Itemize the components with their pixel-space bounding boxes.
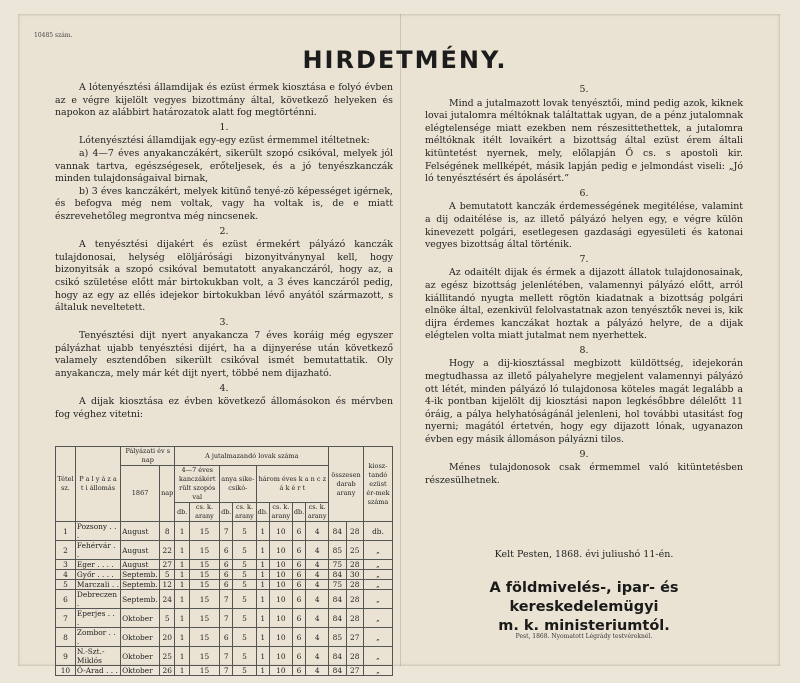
intro-paragraph: A lótenyésztési államdijak és ezüst érmek kiosztása e folyó évben az e végre kijelölt vegyes bizottmány által, következő helyeken és napokon az alábbirt határozatok alatt fog megtörténni. bbox=[55, 82, 393, 119]
table-cell: „ bbox=[363, 570, 392, 580]
table-cell: 6 bbox=[292, 522, 305, 541]
table-cell: 4 bbox=[306, 522, 329, 541]
table-cell: Debreczen . bbox=[75, 590, 120, 609]
table-cell: 25 bbox=[160, 647, 175, 666]
table-cell: 1 bbox=[256, 570, 269, 580]
table-cell: 27 bbox=[160, 560, 175, 570]
table-cell: 15 bbox=[189, 522, 219, 541]
col-header-station: P a l y á z a t i állomás bbox=[75, 447, 120, 522]
table-cell: 6 bbox=[292, 570, 305, 580]
table-cell: 20 bbox=[160, 628, 175, 647]
section-number: 9. bbox=[579, 448, 589, 460]
table-cell: 5 bbox=[233, 609, 256, 628]
table-cell: 1 bbox=[175, 560, 189, 570]
table-cell: Septemb. bbox=[122, 580, 158, 589]
table-cell: 6 bbox=[292, 609, 305, 628]
table-cell: 1 bbox=[175, 570, 189, 580]
table-row bbox=[56, 560, 393, 570]
section-4: A dijak kiosztása ez évben következő állomásokon és mérvben fog véghez vitetni: bbox=[55, 396, 393, 420]
table-cell: 1 bbox=[175, 609, 189, 628]
table-cell: 1 bbox=[256, 666, 269, 676]
table-cell: Oktober bbox=[121, 628, 160, 647]
table-cell: 15 bbox=[189, 647, 219, 666]
table-cell: 4 bbox=[306, 628, 329, 647]
section-1-b: b) 3 éves kanczákért, melyek kitünő tenyé-zö képességet igérnek, és befogva még nem voltak, vagy ha voltak is, de e miatt észrevehetőleg megrontva még nincsenek. bbox=[55, 185, 393, 222]
table-cell: 28 bbox=[346, 522, 363, 541]
table-cell: 5 bbox=[233, 570, 256, 580]
table-cell: 5 bbox=[233, 647, 256, 666]
sub-header-db: db. bbox=[292, 503, 305, 522]
table-cell: 6 bbox=[56, 590, 76, 609]
table-cell: 7 bbox=[220, 666, 233, 676]
table-row bbox=[56, 522, 393, 541]
table-cell: 1 bbox=[256, 522, 269, 541]
table-cell: 84 bbox=[329, 522, 346, 541]
table-cell: Oktober bbox=[121, 666, 160, 676]
table-cell: Győr . . . . bbox=[75, 570, 120, 580]
table-cell: 1 bbox=[256, 590, 269, 609]
table-cell: db. bbox=[363, 522, 392, 541]
table-cell: August bbox=[121, 541, 160, 560]
table-cell: 84 bbox=[329, 666, 346, 676]
table-cell: 85 bbox=[329, 541, 346, 560]
table-cell: 1 bbox=[256, 541, 269, 560]
issuer-line-2: m. k. ministeriumtól. bbox=[498, 618, 670, 634]
sub-header-db: db. bbox=[256, 503, 269, 522]
sub-header-db: db. bbox=[220, 503, 233, 522]
table-row bbox=[56, 666, 393, 676]
sub-header-db: db. bbox=[175, 503, 189, 522]
table-cell: 6 bbox=[292, 647, 305, 666]
section-number: 5. bbox=[579, 84, 589, 95]
table-cell: 25 bbox=[346, 541, 363, 560]
table-cell: 10 bbox=[269, 580, 292, 590]
table-row bbox=[56, 609, 393, 628]
table-cell: 15 bbox=[189, 570, 219, 580]
table-cell: 15 bbox=[189, 666, 219, 676]
table-cell: 27 bbox=[346, 628, 363, 647]
table-cell: Septemb. bbox=[121, 590, 160, 609]
table-row bbox=[56, 590, 393, 609]
section-8: Hogy a dij-kiosztással megbizott küldöttség, idejekorán megtudhassa az illető pályahelyre megjelent valamennyi pályázó ott létét, minden pályázó ló tulajdonosa köteles magát legalább a 4-ik pontban kijelölt dij kiosztási napon legkésőbbre délelőtt 11 óráig, a pálya helyhatóságánál jelenleni, hol további utasitást fog nyerni; magától értetvén, hogy egy dijazott lónak, ugyanazon évben egy másik állomáson pályázni tilos. bbox=[425, 358, 743, 446]
table-row bbox=[56, 541, 393, 560]
table-cell: Pozsony . . . bbox=[75, 522, 120, 541]
table-cell: „ bbox=[363, 609, 392, 628]
table-cell: „ bbox=[363, 590, 392, 609]
table-cell: 6 bbox=[220, 580, 233, 590]
table-cell: 5 bbox=[233, 541, 256, 560]
table-row bbox=[56, 647, 393, 666]
table-cell: 24 bbox=[160, 590, 175, 609]
table-cell: 26 bbox=[160, 666, 175, 676]
table-cell: August bbox=[121, 560, 160, 570]
table-cell: 15 bbox=[189, 560, 219, 570]
table-cell: 8 bbox=[56, 628, 76, 647]
table-cell: 10 bbox=[269, 541, 292, 560]
sub-header-gold: cs. k. arany bbox=[269, 503, 292, 522]
table-cell: 1 bbox=[256, 609, 269, 628]
table-cell: 5 bbox=[160, 609, 175, 628]
table-cell: 4 bbox=[306, 580, 329, 590]
table-cell: Oktober bbox=[121, 609, 160, 628]
section-number: 7. bbox=[579, 253, 589, 265]
table-cell: Zombor . . . bbox=[75, 628, 120, 647]
table-cell: Fehérvár . . bbox=[75, 541, 120, 560]
section-1-lead: Lótenyésztési államdijak egy-egy ezüst érmemmel itéltetnek: bbox=[79, 135, 370, 147]
table-cell: 10 bbox=[269, 560, 292, 570]
section-number: 8. bbox=[579, 344, 589, 356]
page-title: HIRDETMÉNY. bbox=[302, 46, 508, 74]
table-cell: 1 bbox=[256, 628, 269, 647]
section-5: Mind a jutalmazott lovak tenyésztői, mind pedig azok, kiknek lovai jutalomra méltóknak találtattak ugyan, de a pénz jutalomnak elégtelensége miatt ezekben nem részesittethettek, a jutalomra méltóknak itélt lovaikért a bizottság által ezüst érem általi kitüntetést nyernek, mely, előlapján Ő cs. s apostoli kir. Felségének mellképét, másik lapján pedig e jelmondást viseli: „Jó ló tenyésztésért és ápolásért.” bbox=[425, 97, 743, 185]
section-number: 2. bbox=[219, 225, 229, 237]
table-cell: 10 bbox=[269, 570, 292, 580]
col-header-total: összesen darab arany bbox=[329, 447, 364, 522]
section-1-a: a) 4—7 éves anyakanczákért, sikerült szopó csikóval, melyek jól vannak tartva, egészségesek, erőteljesek, és a jó tenyészkanczák minden tulajdonságaival birnak, bbox=[55, 147, 393, 185]
table-cell: 5 bbox=[233, 628, 256, 647]
table-cell: 28 bbox=[346, 580, 363, 590]
table-cell: 5 bbox=[233, 590, 256, 609]
table-cell: 4 bbox=[56, 570, 76, 580]
table-cell: 4 bbox=[306, 666, 329, 676]
table-cell: 5 bbox=[233, 560, 256, 570]
table-cell: 15 bbox=[189, 541, 219, 560]
col-header-number: Tétel sz. bbox=[56, 447, 76, 522]
section-number: 1. bbox=[219, 121, 229, 133]
table-cell: 15 bbox=[189, 590, 219, 609]
table-cell: 15 bbox=[189, 580, 219, 590]
issue-date: Kelt Pesten, 1868. évi juliushó 11-én. bbox=[494, 549, 674, 560]
fold-line bbox=[400, 14, 401, 666]
table-cell: Eperjes . . . bbox=[75, 609, 120, 628]
table-cell: 84 bbox=[329, 647, 346, 666]
table-cell: 1 bbox=[256, 580, 269, 590]
table-cell: 10 bbox=[269, 522, 292, 541]
section-9: Ménes tulajdonosok csak érmemmel való kitüntetésben részesülhetnek. bbox=[425, 462, 743, 486]
table-cell: „ bbox=[363, 666, 392, 676]
table-cell: 27 bbox=[346, 666, 363, 676]
table-cell: 22 bbox=[160, 541, 175, 560]
table-cell: 6 bbox=[292, 580, 305, 590]
section-2: A tenyésztési dijakért és ezüst érmekért pályázó kanczák tulajdonosai, helység elöljárósági bizonyitványnyal kell, hogy bizonyitsák a szopó csikóval bemutatott anyakanczáról, hogy az, a csikó születése előtt már birtokukban volt, a 3 éves kanczáról pedig, hogy az egy az ellés idejekor birtokukban lévő anyától származott, s általuk neveltetett. bbox=[55, 239, 393, 314]
prize-table bbox=[55, 446, 393, 676]
section-number: 4. bbox=[219, 382, 229, 394]
col-header-day: nap bbox=[160, 466, 175, 522]
table-cell: 7 bbox=[220, 609, 233, 628]
table-cell: Marczali . . bbox=[76, 580, 119, 589]
table-cell: 10 bbox=[56, 666, 76, 676]
table-cell: 15 bbox=[189, 628, 219, 647]
table-cell: 2 bbox=[56, 541, 76, 560]
section-3: Tenyésztési dijt nyert anyakancza 7 éves koráig még egyszer pályázhat ujabb tenyésztési dijért, ha a dijnyerése után következő valamely esztendőben sikerült csikóval ismét bemutattatik. Oly anyakancza, mely már két dijt nyert, többé nem dijazható. bbox=[55, 330, 393, 380]
table-cell: 5 bbox=[56, 580, 76, 590]
table-cell: 15 bbox=[189, 609, 219, 628]
printer-note: Pest, 1868. Nyomatott Légrády testvéreknél. bbox=[515, 633, 653, 640]
sub-header-gold: cs. k. arany bbox=[189, 503, 219, 522]
table-row bbox=[56, 580, 393, 590]
left-column bbox=[55, 82, 393, 421]
table-cell: 7 bbox=[220, 647, 233, 666]
table-cell: 5 bbox=[233, 666, 256, 676]
table-cell: 6 bbox=[220, 628, 233, 647]
section-7: Az odaitélt dijak és érmek a dijazott állatok tulajdonosainak, az egész bizottság jelenlétében, valamennyi pályázó előtt, arról kiállitandó nyugta mellett rögtön kiadatnak a bizottság polgári elnöke által, ezenkivül felolvastatnak azon tenyésztők nevei is, kik dijra érdemes kanczákat hoztak a pályázó helyre, de a dijak elégtelen volta miatt jutalmat nem nyerhettek. bbox=[425, 267, 743, 342]
table-cell: 84 bbox=[329, 590, 346, 609]
table-cell: 4 bbox=[306, 590, 329, 609]
table-cell: 1 bbox=[175, 590, 189, 609]
table-cell: 28 bbox=[346, 647, 363, 666]
right-column bbox=[425, 82, 743, 487]
sub-header-gold: cs. k. arany bbox=[306, 503, 329, 522]
table-cell: 8 bbox=[160, 522, 175, 541]
table-cell: 30 bbox=[346, 570, 363, 580]
table-cell: 6 bbox=[292, 541, 305, 560]
table-cell: 10 bbox=[269, 647, 292, 666]
table-cell: „ bbox=[363, 580, 392, 590]
section-number: 3. bbox=[219, 316, 229, 328]
col-header-year: 1867 bbox=[121, 466, 160, 522]
table-cell: 1 bbox=[175, 628, 189, 647]
table-cell: Ó-Arad . . . bbox=[75, 666, 120, 676]
table-cell: 12 bbox=[160, 580, 175, 590]
section-number: 6. bbox=[579, 187, 589, 199]
table-cell: 10 bbox=[269, 666, 292, 676]
table-cell: 1 bbox=[256, 647, 269, 666]
col-header-horses: A jutalmazandó lovak száma bbox=[175, 447, 329, 466]
table-cell: 5 bbox=[233, 522, 256, 541]
table-cell: 1 bbox=[175, 541, 189, 560]
table-cell: 84 bbox=[329, 609, 346, 628]
issuer-line-1: A földmivelés-, ipar- és kereskedelemügyi bbox=[489, 580, 679, 615]
table-cell: „ bbox=[363, 647, 392, 666]
section-6: A bemutatott kanczák érdemességének megitélése, valamint a dij odaitélése is, az illető pályázó helyen egy, e végre külön kinevezett polgári, esetlegesen gazdasági egyesületi és katonai vegyes bizottság által történik. bbox=[425, 201, 743, 251]
table-row bbox=[56, 628, 393, 647]
table-cell: 6 bbox=[292, 560, 305, 570]
table-cell: 75 bbox=[329, 580, 346, 590]
table-cell: 7 bbox=[56, 609, 76, 628]
table-cell: 6 bbox=[220, 560, 233, 570]
table-cell: 1 bbox=[175, 580, 189, 590]
issuer bbox=[425, 579, 743, 636]
table-cell: „ bbox=[363, 628, 392, 647]
col-header-date: Pályázati év s nap bbox=[121, 447, 175, 466]
table-cell: 85 bbox=[329, 628, 346, 647]
table-cell: 9 bbox=[56, 647, 76, 666]
table-cell: 4 bbox=[306, 570, 329, 580]
table-cell: 5 bbox=[160, 570, 175, 580]
table-cell: 28 bbox=[346, 560, 363, 570]
table-cell: 84 bbox=[329, 570, 346, 580]
table-cell: 7 bbox=[220, 590, 233, 609]
table-cell: 1 bbox=[256, 560, 269, 570]
table-cell: 5 bbox=[233, 580, 256, 590]
table-cell: 1 bbox=[175, 666, 189, 676]
table-cell: August bbox=[121, 522, 160, 541]
table-cell: 6 bbox=[292, 590, 305, 609]
table-cell: 28 bbox=[346, 609, 363, 628]
table-cell: 10 bbox=[269, 609, 292, 628]
table-cell: 75 bbox=[329, 560, 346, 570]
table-cell: 4 bbox=[306, 541, 329, 560]
col-header-foal: anya sike- csikó- bbox=[220, 466, 256, 503]
table-cell: 1 bbox=[175, 522, 189, 541]
table-cell: 1 bbox=[56, 522, 76, 541]
table-cell: Oktober bbox=[121, 647, 160, 666]
table-cell: Septemb. bbox=[122, 570, 158, 579]
table-cell: 7 bbox=[220, 522, 233, 541]
table-row bbox=[56, 570, 393, 580]
col-header-three-year: három éves k a n c z á k é r t bbox=[256, 466, 329, 503]
table-cell: 28 bbox=[346, 590, 363, 609]
table-cell: 3 bbox=[56, 560, 76, 570]
col-header-medals: kiosz-tandó ezüst ér-mek száma bbox=[363, 447, 392, 522]
table-cell: 4 bbox=[306, 609, 329, 628]
table-cell: 6 bbox=[292, 628, 305, 647]
table-cell: 6 bbox=[220, 570, 233, 580]
table-cell: „ bbox=[363, 541, 392, 560]
table-cell: 10 bbox=[269, 628, 292, 647]
table-cell: 1 bbox=[175, 647, 189, 666]
table-cell: Eger . . . . bbox=[75, 560, 120, 570]
table-cell: 6 bbox=[220, 541, 233, 560]
table-cell: 4 bbox=[306, 560, 329, 570]
table-cell: „ bbox=[363, 560, 392, 570]
table-cell: N.-Szt.-Miklós bbox=[75, 647, 120, 666]
table-cell: 10 bbox=[269, 590, 292, 609]
document-number: 10485 szám. bbox=[34, 32, 73, 39]
sub-header-gold: cs. k. arany bbox=[233, 503, 256, 522]
table-cell: 6 bbox=[292, 666, 305, 676]
col-header-mares: 4—7 éves kanczákért rült szopós val bbox=[175, 466, 220, 503]
table-cell: 4 bbox=[306, 647, 329, 666]
